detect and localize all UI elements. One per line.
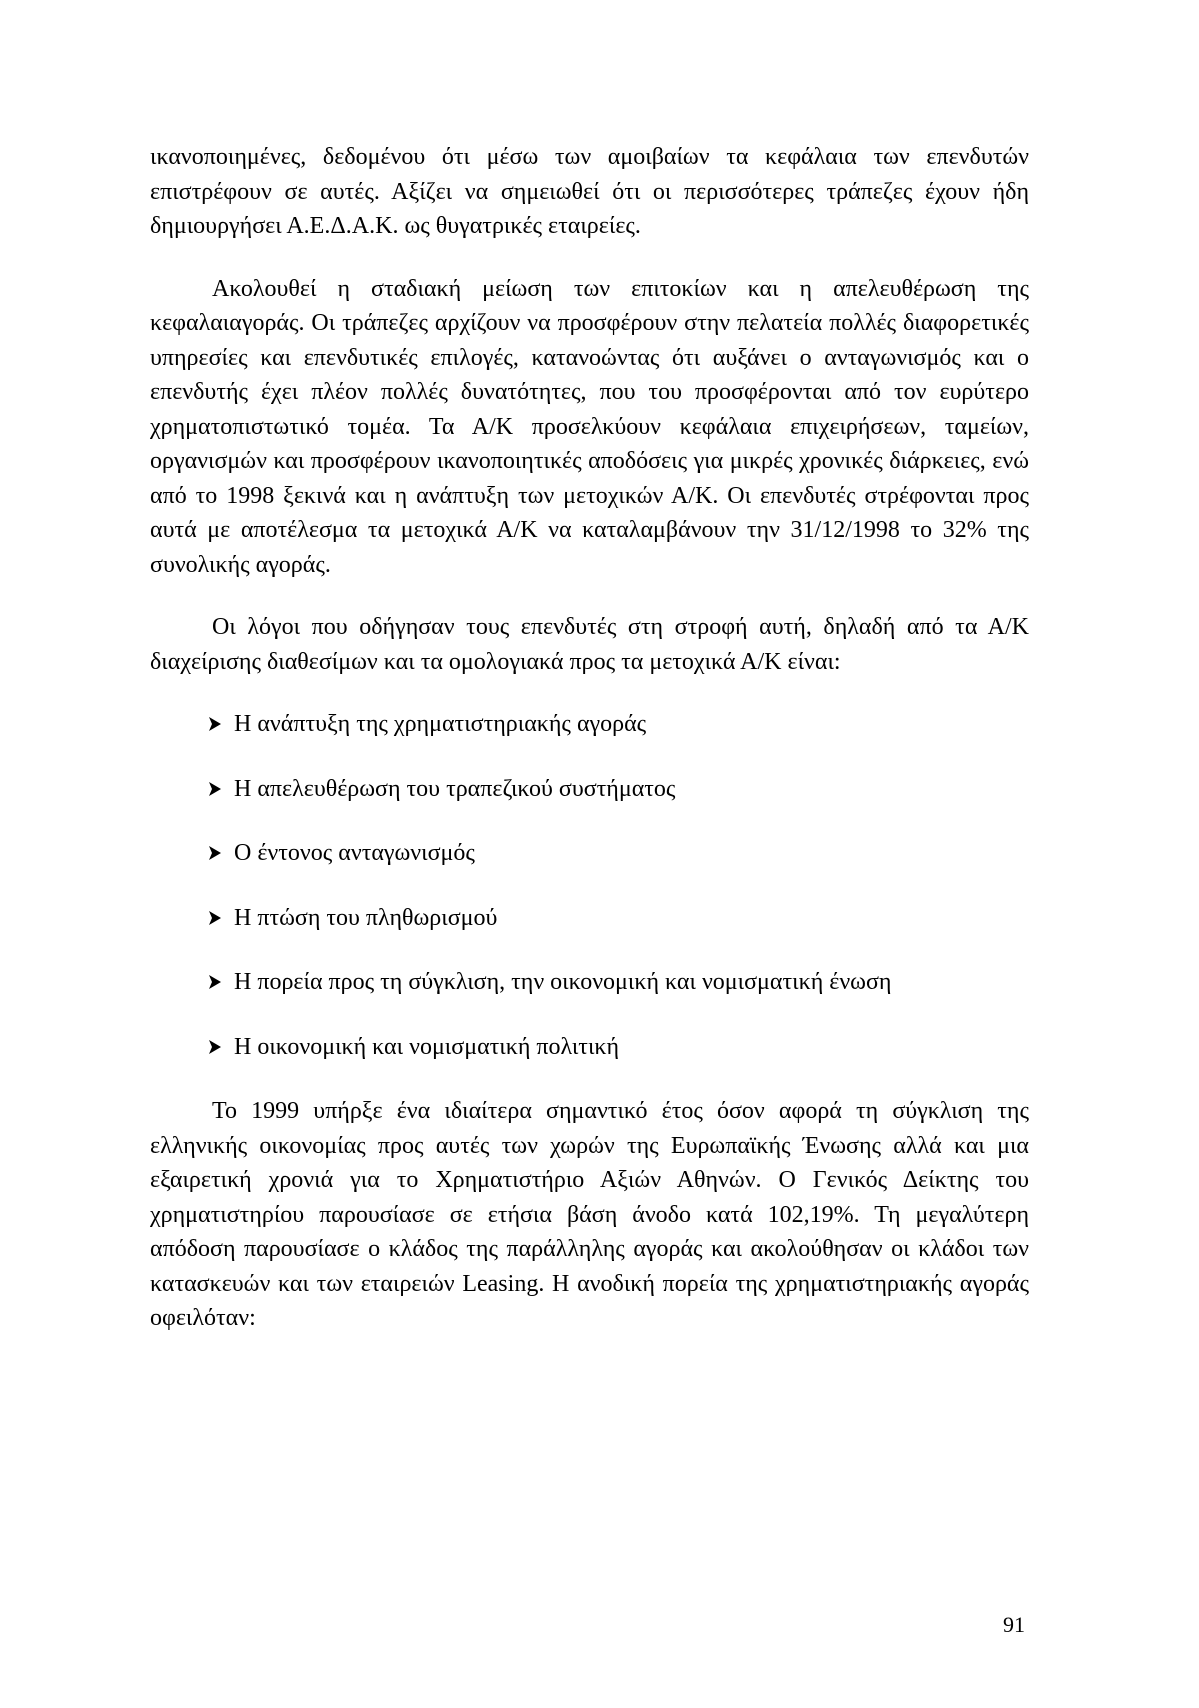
arrow-bullet-icon <box>208 845 222 861</box>
list-item-text: Η πορεία προς τη σύγκλιση, την οικονομική και νομισματική ένωση <box>234 969 892 995</box>
reasons-list <box>150 707 1029 1064</box>
arrow-bullet-icon <box>208 781 222 797</box>
list-item-text: Ο έντονος ανταγωνισμός <box>234 840 475 866</box>
arrow-bullet-icon <box>208 1039 222 1055</box>
list-item-text: Η πτώση του πληθωρισμού <box>234 904 498 931</box>
list-item-text: Η απελευθέρωση του τραπεζικού συστήματος <box>234 775 676 802</box>
arrow-bullet-icon <box>208 974 222 990</box>
paragraph-3: Οι λόγοι που οδήγησαν τους επενδυτές στη στροφή αυτή, δηλαδή από τα Α/Κ διαχείρισης διαθεσίμων και τα ομολογιακά προς τα μετοχικά Α/Κ είναι: <box>150 614 1029 675</box>
list-item <box>208 707 1029 742</box>
list-item <box>208 772 1029 807</box>
list-item <box>208 901 1029 936</box>
paragraph-2: Ακολουθεί η σταδιακή μείωση των επιτοκίων και η απελευθέρωση της κεφαλαιαγοράς. Οι τράπεζες αρχίζουν να προσφέρουν στην πελατεία πολλές διαφορετικές υπηρεσίες και επενδυτικές επιλογές, κατανοώντας ότι αυξάνει ο ανταγωνισμός και ο επενδυτής έχει πλέον πολλές δυνατότητες, που του προσφέρονται από τον ευρύτερο χρηματοπιστωτικό τομέα. Τα Α/Κ προσελκύουν κεφάλαια επιχειρήσεων, ταμείων, οργανισμών και προσφέρουν ικανοποιητικές αποδόσεις για μικρές χρονικές διάρκειες, ενώ από το 1998 ξεκινά και η ανάπτυξη των μετοχικών Α/Κ. Οι επενδυτές στρέφονται προς αυτά με αποτέλεσμα τα μετοχικά Α/Κ να καταλαμβάνουν την 31/12/1998 το 32% της συνολικής αγοράς. <box>150 275 1029 578</box>
paragraph-1: ικανοποιημένες, δεδομένου ότι μέσω των αμοιβαίων τα κεφάλαια των επενδυτών επιστρέφουν σε αυτές. Αξίζει να σημειωθεί ότι οι περισσότερες τράπεζες έχουν ήδη δημιουργήσει Α.Ε.Δ.Α.Κ. ως θυγατρικές εταιρείες. <box>150 144 1029 239</box>
arrow-bullet-icon <box>208 910 222 926</box>
paragraph-4: Το 1999 υπήρξε ένα ιδιαίτερα σημαντικό έτος όσον αφορά τη σύγκλιση της ελληνικής οικονομίας προς αυτές των χωρών της Ευρωπαϊκής Ένωσης αλλά και μια εξαιρετική χρονιά για το Χρηματιστήριο Αξιών Αθηνών. Ο Γενικός Δείκτης του χρηματιστηρίου παρουσίασε σε ετήσια βάση άνοδο κατά 102,19%. Τη μεγαλύτερη απόδοση παρουσίασε ο κλάδος της παράλληλης αγοράς και ακολούθησαν οι κλάδοι των κατασκευών και των εταιρειών Leasing. Η ανοδική πορεία της χρηματιστηριακής αγοράς οφειλόταν: <box>150 1098 1029 1331</box>
list-item-text: Η ανάπτυξη της χρηματιστηριακής αγοράς <box>234 711 647 737</box>
list-item <box>208 1030 1029 1065</box>
list-item <box>208 836 1029 871</box>
list-item-text: Η οικονομική και νομισματική πολιτική <box>234 1033 620 1060</box>
page-number: 91 <box>1003 1612 1025 1637</box>
page-content <box>150 140 1029 1336</box>
list-item <box>208 965 1029 1000</box>
arrow-bullet-icon <box>208 716 222 732</box>
